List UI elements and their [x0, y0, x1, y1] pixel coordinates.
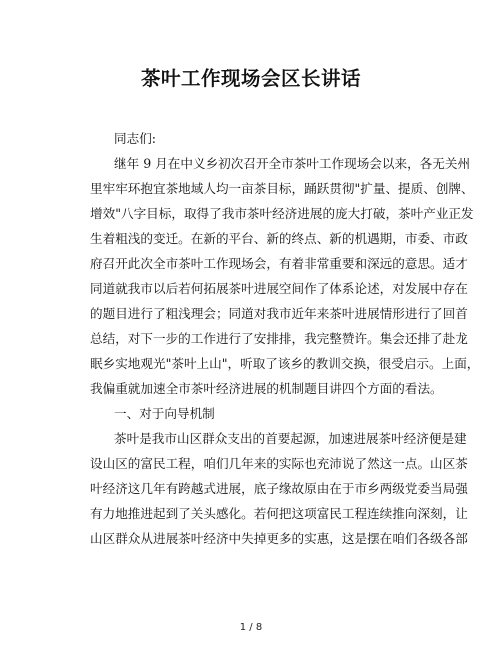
- paragraph-line: 总结，对下一步的工作进行了安排排，我完整赞许。集会还排了赴龙: [90, 331, 468, 346]
- paragraph-line: 的题目进行了粗浅理会；同道对我市近年来茶叶进展情形进行了回首: [90, 306, 468, 321]
- paragraph-line: 同道就我市以后若何拓展茶叶进展空间作了体系论述，对发展中存在: [90, 281, 468, 296]
- document-title: 茶叶工作现场会区长讲话: [140, 67, 361, 90]
- paragraph-line: 增效"八字目标，取得了我市茶叶经济进展的庞大打破，茶叶产业正发: [90, 206, 474, 221]
- paragraph-line: 生着粗浅的变迁。在新的平台、新的终点、新的机遇期，市委、市政: [90, 231, 468, 246]
- paragraph-line: 继年 9 月在中义乡初次召开全市茶叶工作现场会以来，各无关州: [114, 156, 471, 171]
- salutation: 同志们:: [114, 131, 157, 146]
- paragraph-line: 有力地推进起到了关头感化。若何把这项富民工程连续推向深刻，让: [90, 506, 468, 521]
- paragraph-line: 眠乡实地观光"茶叶上山"，听取了该乡的教训交换，很受启示。上面，: [90, 356, 480, 371]
- page-number: 1 / 8: [239, 622, 263, 633]
- paragraph-line: 山区群众从进展茶叶经济中失掉更多的实惠，这是摆在咱们各级各部: [90, 531, 468, 546]
- paragraph-line: 叶经济这几年有跨越式进展，底子缘故原由在于市乡两级党委当局强: [90, 481, 468, 496]
- section-heading: 一、对于向导机制: [114, 406, 215, 421]
- paragraph-line: 我偏重就加速全市茶叶经济进展的机制题目讲四个方面的看法。: [90, 381, 443, 396]
- paragraph-line: 茶叶是我市山区群众支出的首要起源，加速进展茶叶经济便是建: [114, 431, 467, 446]
- paragraph-line: 里牢牢环抱宜茶地域人均一亩茶目标，踊跃贯彻"扩量、提质、创牌、: [90, 181, 474, 196]
- paragraph-line: 府召开此次全市茶叶工作现场会，有着非常重要和深远的意思。适才: [90, 256, 468, 271]
- paragraph-line: 设山区的富民工程，咱们几年来的实际也充沛说了然这一点。山区茶: [90, 456, 468, 471]
